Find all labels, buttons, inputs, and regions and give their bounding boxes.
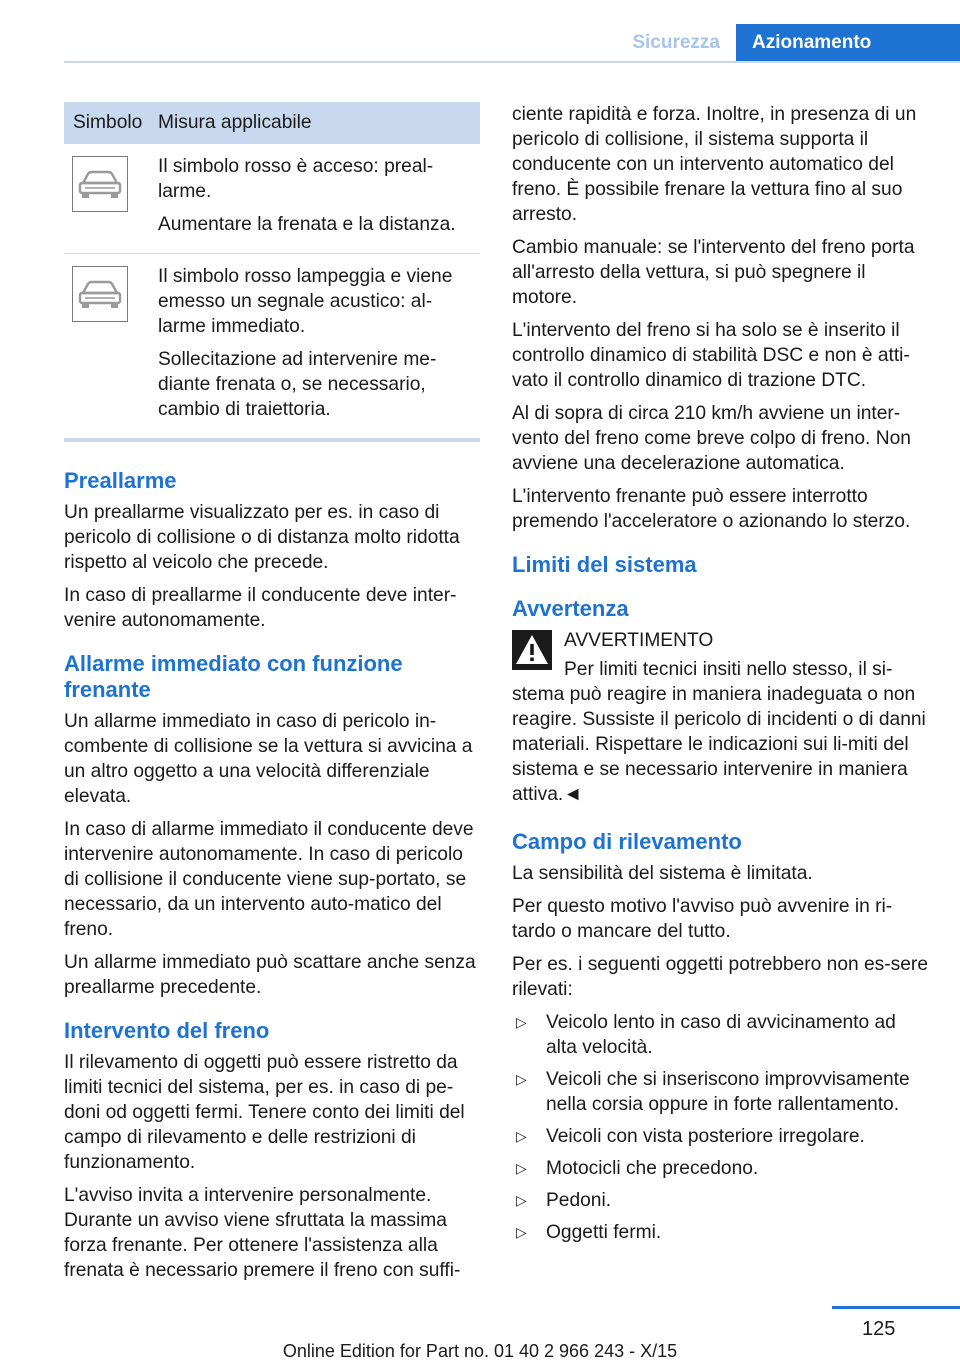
table-header-measure: Misura applicabile: [158, 112, 312, 133]
heading-prealarm: Preallarme: [64, 468, 177, 493]
para-prealarm-1: Un preallarme visualizzato per es. in caso di pericolo di collisione o di distanza molto ridotta rispetto al veicolo che precede.: [64, 502, 460, 573]
row1-line2: Aumentare la frenata e la distanza.: [158, 214, 456, 235]
table-row: [64, 144, 480, 253]
heading-detection-range: Campo di rilevamento: [512, 829, 742, 854]
para-immediate-1: Un allarme immediato in caso di pericolo in-combente di collisione se la vettura si avvicina a un altro oggetto a una velocità differenziale elevata.: [64, 711, 473, 807]
list-item: ▷ Oggetti fermi.: [516, 1222, 662, 1243]
list-item: ▷ Veicoli con vista posteriore irregolare.: [516, 1126, 865, 1147]
para-range-1: La sensibilità del sistema è limitata.: [512, 863, 813, 884]
warning-triangle-icon: [512, 630, 552, 670]
row1-line1: Il simbolo rosso è acceso: preal-larme.: [158, 156, 434, 202]
row2-line2: Sollecitazione ad intervenire me-diante frenata o, se necessario, cambio di traiettoria.: [158, 349, 437, 420]
para-continuation: ciente rapidità e forza. Inoltre, in presenza di un pericolo di collisione, il sistema supporta il conducente con un intervento automatico del freno. È possibile frenare la vettura fino al suo arresto.: [512, 104, 917, 225]
row2-line1: Il simbolo rosso lampeggia e viene emesso un segnale acustico: al-larme immediato.: [158, 266, 453, 337]
header-divider: [64, 61, 960, 63]
list-item: ▷ Pedoni.: [516, 1190, 612, 1211]
left-column: [64, 102, 480, 1291]
table-header-symbol: Simbolo: [73, 112, 143, 133]
table-header: [64, 102, 480, 144]
page-number: 125: [862, 1318, 896, 1340]
symbol-table: [64, 102, 480, 442]
footer-edition: Online Edition for Part no. 01 40 2 966 243 - X/15: [282, 1341, 678, 1361]
heading-warning: Avvertenza: [512, 596, 629, 621]
warning-title: AVVERTIMENTO: [564, 630, 714, 651]
para-brake-1: Il rilevamento di oggetti può essere ristretto da limiti tecnici del sistema, per es. in caso di pe-doni od oggetti fermi. Tenere conto dei limiti del campo di rilevamento e delle restrizioni di funzionamento.: [64, 1052, 465, 1173]
list-item: ▷ Motocicli che precedono.: [516, 1158, 759, 1179]
footer-accent-line: [832, 1306, 960, 1309]
right-column: [512, 102, 928, 1252]
car-icon: [72, 156, 128, 212]
list-item: ▷ Veicolo lento in caso di avvicinamento ad alta velocità.: [516, 1012, 896, 1058]
para-dsc: L'intervento del freno si ha solo se è inserito il controllo dinamico di stabilità DSC e non è atti-vato il controllo dinamico di trazione DTC.: [512, 320, 910, 391]
para-immediate-2: In caso di allarme immediato il conducente deve intervenire autonomamente. In caso di pericolo di collisione il conducente viene sup-portato, se necessario, da un intervento auto-matico del freno.: [64, 819, 474, 940]
para-interrupt: L'intervento frenante può essere interrotto premendo l'acceleratore o azionando lo sterzo.: [512, 486, 911, 532]
warning-body: stema può reagire in maniera inadeguata o non reagire. Sussiste il pericolo di incidenti o di danni materiali. Rispettare le indicazioni sui li-miti del sistema e se necessario intervenire in maniera attiva.◄: [512, 684, 926, 805]
heading-system-limits: Limiti del sistema: [512, 552, 697, 577]
bullet-triangle-icon: ▷: [516, 1014, 527, 1030]
table-row: [64, 253, 480, 438]
para-210kmh: Al di sopra di circa 210 km/h avviene un inter-vento del freno come breve colpo di freno. Non avviene una decelerazione automatica.: [512, 403, 911, 474]
list-item: ▷ Veicoli che si inseriscono improvvisamente nella corsia oppure in forte rallentamento.: [516, 1069, 910, 1115]
header-section-tab[interactable]: Sicurezza: [632, 32, 720, 53]
warning-block: [512, 628, 928, 807]
car-icon: [72, 266, 128, 322]
para-prealarm-2: In caso di preallarme il conducente deve inter-venire autonomamente.: [64, 585, 457, 631]
warning-line1: Per limiti tecnici insiti nello stesso, il si-: [564, 659, 893, 680]
heading-brake-intervention: Intervento del freno: [64, 1018, 270, 1043]
para-range-3: Per es. i seguenti oggetti potrebbero non es-sere rilevati:: [512, 954, 928, 1000]
bullet-triangle-icon: ▷: [516, 1160, 527, 1176]
header-chapter-tab[interactable]: Azionamento: [736, 24, 960, 62]
bullet-triangle-icon: ▷: [516, 1071, 527, 1087]
heading-immediate-alarm: Allarme immediato con funzione frenante: [64, 651, 403, 702]
bullet-triangle-icon: ▷: [516, 1192, 527, 1208]
para-manual-gearbox: Cambio manuale: se l'intervento del freno porta all'arresto della vettura, si può spegnere il motore.: [512, 237, 915, 308]
para-range-2: Per questo motivo l'avviso può avvenire in ri-tardo o mancare del tutto.: [512, 896, 893, 942]
bullet-triangle-icon: ▷: [516, 1128, 527, 1144]
para-brake-2: L'avviso invita a intervenire personalmente. Durante un avviso viene sfruttata la massima forza frenante. Per ottenere l'assistenza alla frenata è necessario premere il freno con suffi-: [64, 1185, 461, 1281]
undetected-objects-list: [512, 1010, 928, 1245]
bullet-triangle-icon: ▷: [516, 1224, 527, 1240]
para-immediate-3: Un allarme immediato può scattare anche senza preallarme precedente.: [64, 952, 476, 998]
